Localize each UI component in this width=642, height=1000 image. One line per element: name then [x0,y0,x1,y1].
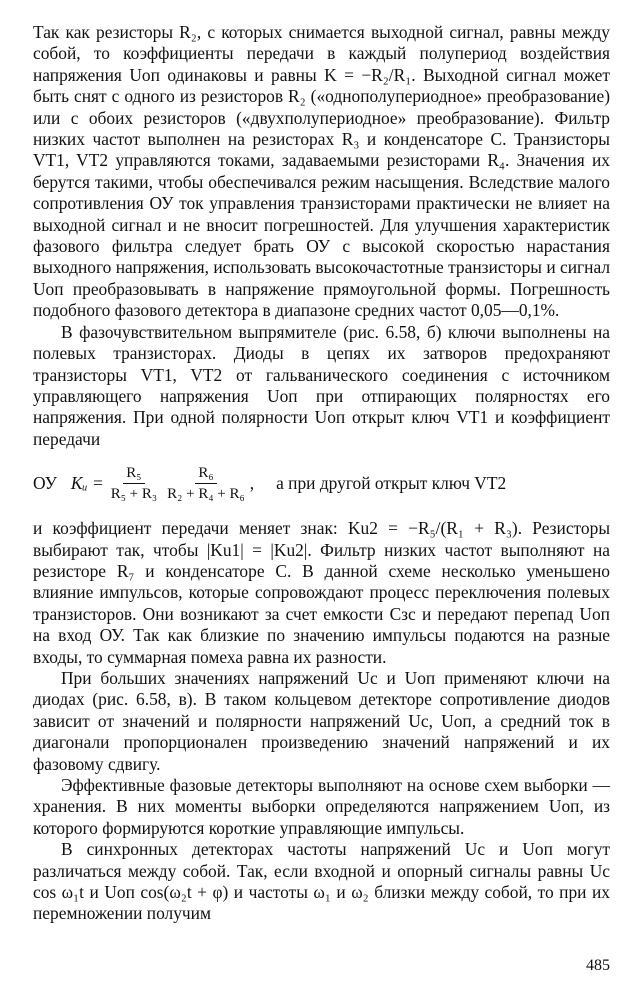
paragraph-phase-rectifier: В фазочувствительном выпрямителе (рис. 6.58, б) ключи выполнены на полевых транзисторах. Диоды в цепях их затворов предохраняют транзисторы VT1, VT2 от гальванического соединения с источником управляющего напряжения Uоп при отпирающих полярностях его напряжения. При одной полярности Uоп открыт ключ VT1 и коэффициент передачи [33,321,610,449]
formula-comma: , [249,473,255,494]
fraction-r5-denominator: R₅ + R₃ [110,486,158,503]
formula-lhs: Kᵤ = [70,473,104,494]
formula-lead: ОУ [33,473,57,494]
fraction-r5 [108,465,160,503]
paragraph-synchronous-detectors: В синхронных детекторах частоты напряжений Uс и Uоп могут различаться между собой. Так, если входной и опорный сигналы равны Uс cos ω₁t и Uоп cos(ω₂t + φ) и частоты ω₁ и ω₂ близки между собой, то при их перемножении получим [33,839,610,924]
paragraph-sample-hold: Эффективные фазовые детекторы выполняют на основе схем выборки — хранения. В них моменты выборки определяются напряжением Uоп, из которого формируются короткие управляющие импульсы. [33,775,610,838]
fraction-r6-denominator: R₂ + R₄ + R₆ [167,486,245,503]
paragraph-diode-keys: При больших значениях напряжений Uс и Uоп применяют ключи на диодах (рис. 6.58, в). В таком кольцевом детекторе сопротивление диодов зависит от значений и полярности напряжений Uс, Uоп, а средний ток в диагонали пропорционален произведению значений напряжений и их фазовому сдвигу. [33,667,610,774]
page-body [33,22,610,925]
formula-tail: а при другой открыт ключ VT2 [276,473,507,494]
fraction-r5-numerator: R₅ [123,465,144,484]
fraction-r6-numerator: R₆ [195,465,216,484]
paragraph-sign-change: и коэффициент передачи меняет знак: Ku2 = −R₅/(R₁ + R₃). Резисторы выбирают так, чтобы |Ku1| = |Ku2|. Фильтр низких частот выполняют на резисторе R₇ и конденсаторе C. В данной схеме несколько уменьшено влияние импульсов, которые сопровождают процесс переключения полевых транзисторов. Они возникают за счет емкости Cзс и передают перепад Uоп на вход ОУ. Так как близкие по значению импульсы подаются на разные входы, то суммарная помеха равна их разности. [33,518,610,667]
page-number: 485 [586,957,610,974]
fraction-r6 [164,465,248,503]
gain-formula [33,452,610,516]
paragraph-resistors-r2: Так как резисторы R₂, с которых снимается выходной сигнал, равны между собой, то коэффициенты передачи в каждый полупериод воздействия напряжения Uоп одинаковы и равны K = −R₂/R₁. Выходной сигнал может быть снят с одного из резисторов R₂ («однополупериодное» преобразование) или с обоих резисторов («двухполупериодное» преобразование). Фильтр низких частот выполнен на резисторах R₃ и конденсаторе C. Транзисторы VT1, VT2 управляются токами, задаваемыми резисторами R₄. Значения их берутся такими, чтобы обеспечивался режим насыщения. Вследствие малого сопротивления ОУ ток управления транзисторами практически не влияет на выходной сигнал и не вносит погрешностей. Для улучшения характеристик фазового фильтра следует брать ОУ с высокой скоростью нарастания выходного напряжения, использовать высокочастотные транзисторы и сигнал Uоп преобразовывать в напряжение прямоугольной формы. Погрешность подобного фазового детектора в диапазоне средних частот 0,05—0,1%. [33,22,611,321]
